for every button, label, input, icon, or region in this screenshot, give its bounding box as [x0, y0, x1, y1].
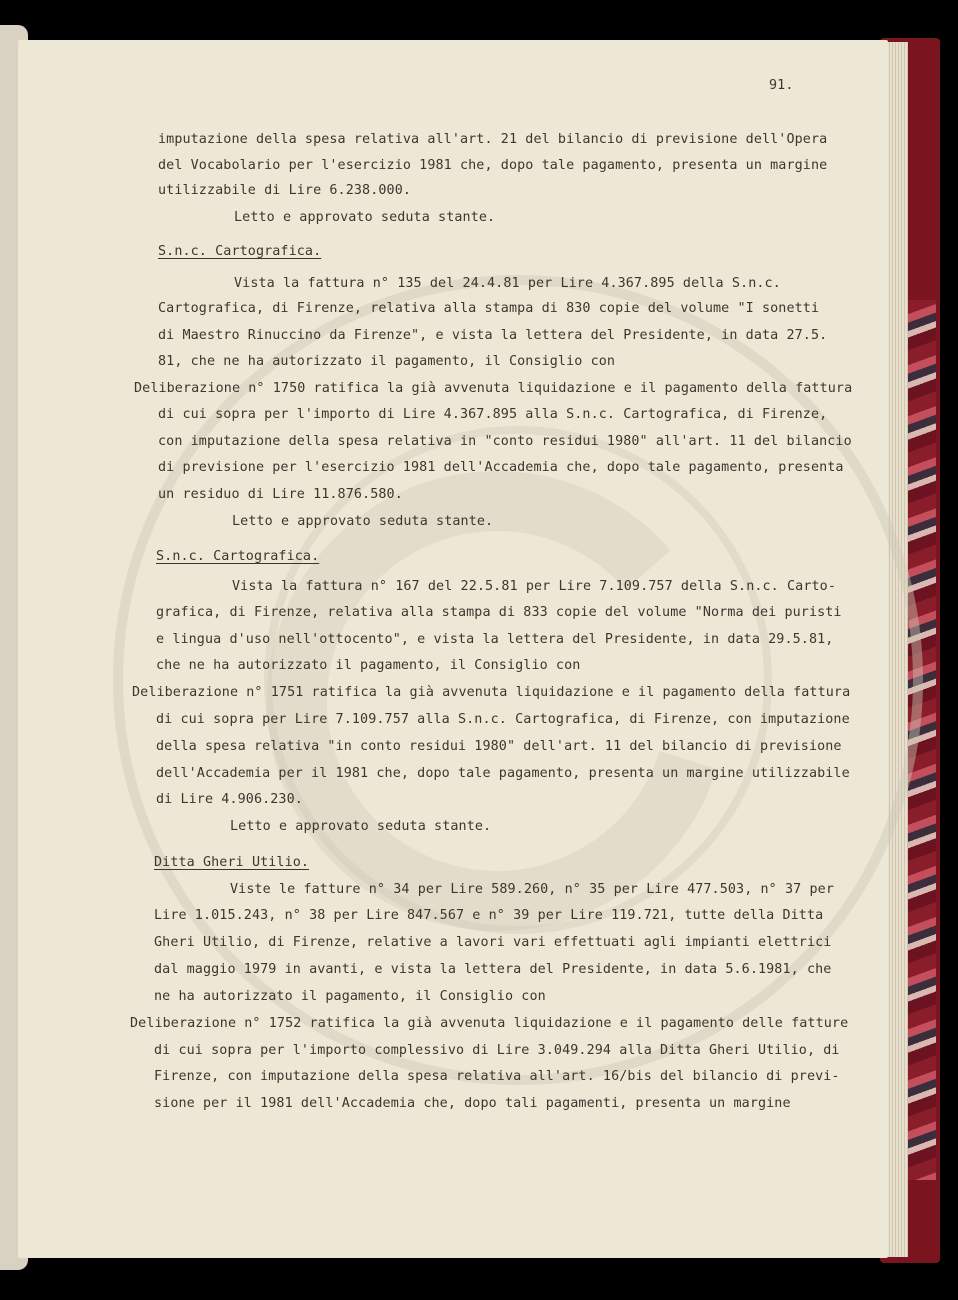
text-line: sione per il 1981 dell'Accademia che, dopo tali pagamenti, presenta un margine	[154, 1096, 791, 1111]
text-line: del Vocabolario per l'esercizio 1981 che, dopo tale pagamento, presenta un margine	[158, 158, 828, 173]
text-line: Firenze, con imputazione della spesa relativa all'art. 16/bis del bilancio di previ-	[154, 1069, 840, 1084]
text-line: che ne ha autorizzato il pagamento, il Consiglio con	[156, 658, 581, 673]
text-line: di cui sopra per l'importo complessivo di Lire 3.049.294 alla Ditta Gheri Utilio, di	[154, 1043, 840, 1058]
text-line: imputazione della spesa relativa all'art. 21 del bilancio di previsione dell'Opera	[158, 132, 828, 147]
section-heading: S.n.c. Cartografica.	[158, 244, 322, 259]
text-line: Letto e approvato seduta stante.	[230, 819, 492, 834]
text-line: di previsione per l'esercizio 1981 dell'Accademia che, dopo tale pagamento, presenta	[158, 460, 844, 475]
text-line: 81, che ne ha autorizzato il pagamento, il Consiglio con	[158, 354, 616, 369]
text-line: ne ha autorizzato il pagamento, il Consiglio con	[154, 989, 546, 1004]
text-line: con imputazione della spesa relativa in "conto residui 1980" all'art. 11 del bilancio	[158, 434, 852, 449]
text-line: Viste le fatture n° 34 per Lire 589.260, n° 35 per Lire 477.503, n° 37 per	[230, 882, 834, 897]
marbled-edge	[906, 300, 936, 1180]
text-line: di cui sopra per Lire 7.109.757 alla S.n.c. Cartografica, di Firenze, con imputazione	[156, 712, 850, 727]
text-line: Letto e approvato seduta stante.	[232, 514, 494, 529]
text-line: Vista la fattura n° 167 del 22.5.81 per Lire 7.109.757 della S.n.c. Carto-	[232, 579, 836, 594]
text-line: di Maestro Rinuccino da Firenze", e vista la lettera del Presidente, in data 27.5.	[158, 328, 828, 343]
watermark-seal	[88, 240, 958, 1120]
text-line: Vista la fattura n° 135 del 24.4.81 per Lire 4.367.895 della S.n.c.	[234, 276, 781, 291]
text-line: utilizzabile di Lire 6.238.000.	[158, 183, 412, 198]
page-number: 91.	[769, 78, 794, 93]
text-line: Deliberazione n° 1750 ratifica la già avvenuta liquidazione e il pagamento della fattura	[134, 381, 853, 396]
text-line: della spesa relativa "in conto residui 1980" dell'art. 11 del bilancio di previsione	[156, 739, 842, 754]
text-line: Deliberazione n° 1751 ratifica la già avvenuta liquidazione e il pagamento della fattura	[132, 685, 851, 700]
text-line: un residuo di Lire 11.876.580.	[158, 487, 403, 502]
document-page	[18, 40, 888, 1258]
text-line: e lingua d'uso nell'ottocento", e vista la lettera del Presidente, in data 29.5.81,	[156, 632, 834, 647]
text-line: dal maggio 1979 in avanti, e vista la lettera del Presidente, in data 5.6.1981, che	[154, 962, 832, 977]
text-line: di cui sopra per l'importo di Lire 4.367.895 alla S.n.c. Cartografica, di Firenze,	[158, 407, 828, 422]
text-line: Gheri Utilio, di Firenze, relative a lavori vari effettuati agli impianti elettrici	[154, 935, 832, 950]
text-line: Cartografica, di Firenze, relativa alla stampa di 830 copie del volume "I sonetti	[158, 301, 820, 316]
section-heading: Ditta Gheri Utilio.	[154, 855, 310, 870]
text-line: dell'Accademia per il 1981 che, dopo tale pagamento, presenta un margine utilizzabile	[156, 766, 850, 781]
section-heading: S.n.c. Cartografica.	[156, 549, 320, 564]
text-line: Letto e approvato seduta stante.	[234, 210, 496, 225]
text-line: grafica, di Firenze, relativa alla stampa di 833 copie del volume "Norma dei puristi	[156, 605, 842, 620]
text-line: Deliberazione n° 1752 ratifica la già avvenuta liquidazione e il pagamento delle fatture	[130, 1016, 849, 1031]
text-line: Lire 1.015.243, n° 38 per Lire 847.567 e n° 39 per Lire 119.721, tutte della Ditta	[154, 908, 824, 923]
text-line: di Lire 4.906.230.	[156, 792, 303, 807]
